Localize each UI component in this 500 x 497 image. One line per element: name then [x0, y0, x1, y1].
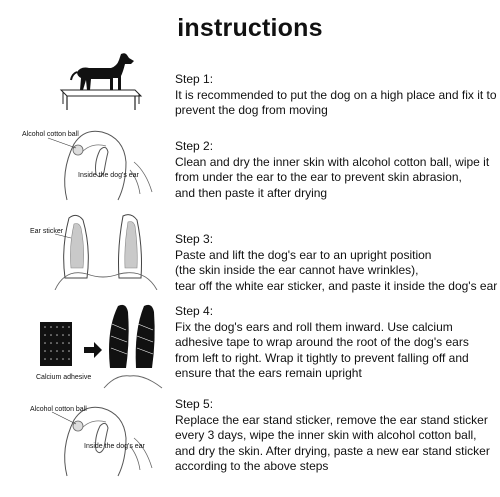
- step-line: from left to right. Wrap it tightly to prevent falling off and: [175, 350, 469, 365]
- alcohol-ball-label-2: Alcohol cotton ball: [30, 406, 87, 413]
- step-5: [175, 397, 493, 475]
- step-1: [175, 72, 497, 119]
- step-heading: Step 4:: [175, 304, 214, 318]
- step-line: Fix the dog's ears and roll them inward. Use calcium: [175, 319, 453, 334]
- step-2: [175, 139, 493, 201]
- step-line: and then paste it after drying: [175, 185, 328, 200]
- step-line: every 3 days, wipe the inner skin with alcohol cotton ball,: [175, 428, 477, 442]
- step-line: Clean and dry the inner skin with alcohol cotton ball, wipe it: [175, 154, 490, 169]
- alcohol-ball-label: Alcohol cotton ball: [22, 131, 79, 138]
- ear-sticker-label: Ear sticker: [30, 228, 64, 235]
- inside-ear-label-2: Inside the dog's ear: [84, 443, 145, 450]
- step-heading: Step 1:: [175, 72, 214, 86]
- step-line: from under the ear to the ear to prevent skin abrasion,: [175, 170, 462, 184]
- ear-sticker-illustration: [25, 208, 170, 290]
- step-line: tear off the white ear sticker, and paste it inside the dog's ear: [175, 278, 498, 293]
- step-heading: Step 3:: [175, 232, 214, 246]
- page-title: instructions: [177, 14, 323, 42]
- step-line: ensure that the ears remain upright: [175, 366, 362, 380]
- inside-ear-label: Inside the dog's ear: [78, 172, 139, 179]
- dog-on-table-illustration: [55, 52, 145, 112]
- step-line: adhesive tape to wrap around the root of the dog's ears: [175, 335, 469, 349]
- step-4: [175, 304, 493, 382]
- step-line: Paste and lift the dog's ear to an upright position: [175, 247, 432, 262]
- calcium-adhesive-label: Calcium adhesive: [36, 374, 92, 381]
- step-line: It is recommended to put the dog on a high place and fix it to: [175, 87, 497, 102]
- step-line: according to the above steps: [175, 459, 329, 473]
- step-line: prevent the dog from moving: [175, 103, 328, 117]
- step-heading: Step 5:: [175, 397, 214, 411]
- step-3: [175, 232, 498, 294]
- step-line: (the skin inside the ear cannot have wrinkles),: [175, 263, 419, 277]
- step-line: Replace the ear stand sticker, remove the ear stand sticker: [175, 412, 488, 427]
- step-line: and dry the skin. After drying, paste a new ear stand sticker: [175, 443, 490, 458]
- step-heading: Step 2:: [175, 139, 214, 153]
